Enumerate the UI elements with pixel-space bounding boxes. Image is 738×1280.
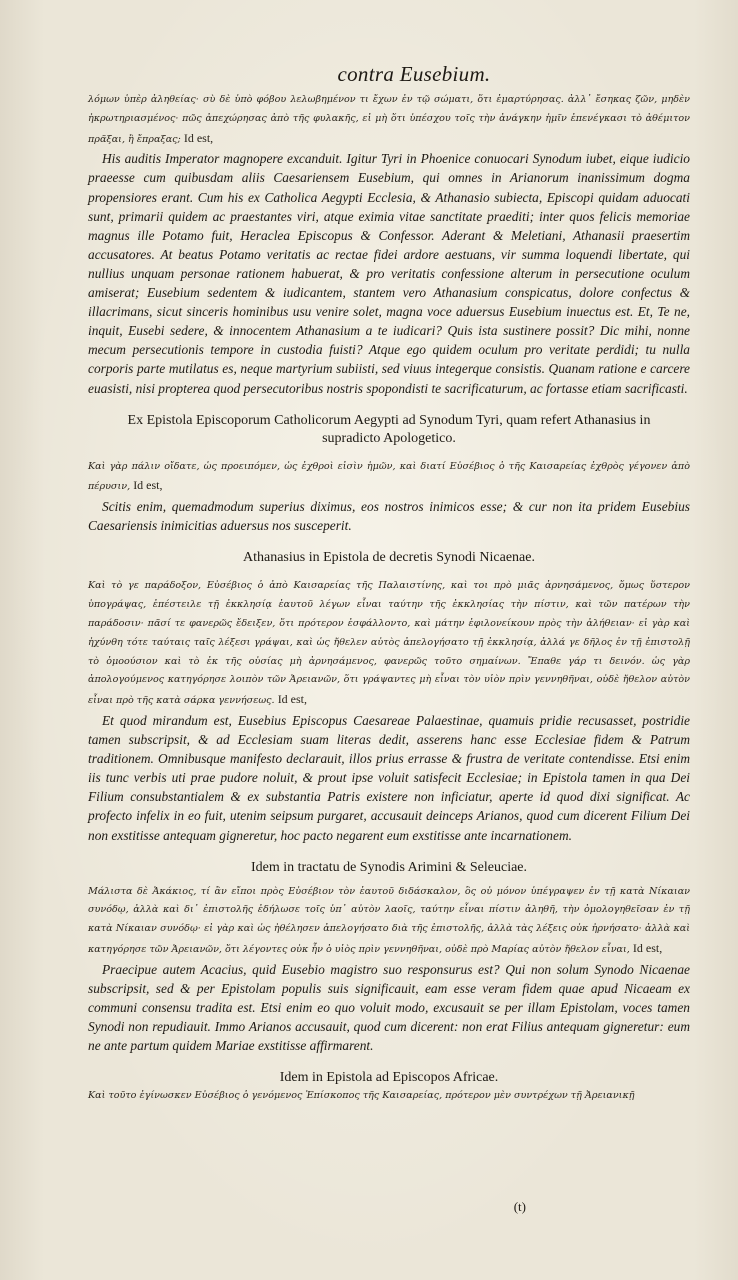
latin-passage-1: His auditis Imperator magnopere excanduit. Igitur Tyri in Phoenice conuocari Synodum iubet, eique iudicio praeesse cum quibusdam aliis Caesariensem Eusebium, qui omnes in Arianorum inanissimum dogma propensiores erant. Cum his ex Catholica Aegypti Ecclesia, & Athanasio subiecta, Episcopi quidam aduocati sunt, primarii quidem ac praestantes viri, atque eximia vitae sanctitate praediti; inter quos felicis memoriae magnus ille Potamo fuit, Heraclea Episcopus & Confessor. Aderant & Meletiani, Athanasii praesertim accusatores. At beatus Potamo veritatis ac rectae fidei ardore aestuans, vir summa loquendi libertate, qui nullius unquam personae rationem habuerat, & pro veritatis confessione alterum in persecutione oculum amiserat; Eusebium sedentem & iudicantem, stantem vero Athanasium conspicatus, dolore confectus & illacrimans, sicut sinceris hominibus usu venire solet, magna voce aduersus Eusebium inuectus est. Et, Te ne, inquit, Eusebi sedere, & innocentem Athanasium a te iudicari? Quis ista sustinere possit? Dic mihi, nonne mecum persecutionis tempore in custodia fuisti? Atque ego quidem oculum pro veritate perdidi; tu nulla corporis parte mutilatus es, neque martyrium subiisti, sed viuus integerque consistis. Quanam ratione e carcere euasisti, nisi propterea quod persecutoribus nostris spopondisti te sacrificaturum, ac fortasse etiam sacrificasti.	[88, 151, 690, 396]
id-est-label: Id est,	[133, 478, 163, 493]
section-heading-synodis-arimini: Idem in tractatu de Synodis Arimini & Seleuciae.	[250, 859, 528, 875]
greek-text: Καὶ γὰρ πάλιν οἴδατε, ὡς προειπόμεν, ὡς ἐχθροὶ εἰσὶν ἡμῶν, καὶ διατί Εὐσέβιος ὁ τῆς Καισαρείας ἐχθρὸς γέγονεν ἀπὸ πέρυσιν,	[88, 460, 690, 493]
running-head: contra Eusebium.	[337, 62, 491, 86]
greek-passage-1	[88, 91, 690, 149]
section-heading-epistola-aegypti: Ex Epistola Episcoporum Catholicorum Aegypti ad Synodum Tyri, quam refert Athanasius in supradicto Apologetico.	[127, 412, 651, 446]
greek-text: Καὶ τὸ γε παράδοξον, Εὐσέβιος ὁ ἀπὸ Καισαρείας τῆς Παλαιστίνης, καὶ τοι πρὸ μιᾶς ἀρνησάμενος, ὅμως ὕστερον ὑπογράψας, ἐπέστειλε τῇ ἐκκλησίᾳ ἑαυτοῦ λέγων εἶναι ταύτην τῆς ἐκκλησίας τὴν πίστιν, καὶ τῶν πατέρων τὴν παράδοσιν· πᾶσί τε φανερῶς ἔδειξεν, ὅτι πρότερον ἐσφάλλοντο, καὶ μάτην ἐφιλονείκουν πρὸς τὴν ἀλήθειαν· εἰ γὰρ καὶ ἠχύνθη τότε ταύταις ταῖς λέξεσι γράψαι, καὶ ὡς ἤθελεν αὐτὸς ἀπελογήσατο τῇ ἐκκλησίᾳ, ἀλλά γε δῆλος ἐν τῇ ἐπιστολῇ τὸ ὁμοούσιον καὶ τὸ ἐκ τῆς οὐσίας μὴ ἀρνησάμενος, φανερῶς τοῦτο σημαίνων. Ἔπαθε γάρ τι δεινόν. ὡς γὰρ ἀπολογούμενος κατηγόρησε λοιπὸν τῶν Ἀρειανῶν, ὅτι γράψαντες μὴ εἶναι τὸν υἱὸν πρὶν γεννηθῆναι, οὐδὲ ἤθελον αὐτὸν εἶναι πρὸ τῆς κατὰ σάρκα γεννήσεως.	[88, 580, 690, 707]
id-est-label: Id est,	[183, 130, 214, 145]
id-est-label: Id est,	[277, 692, 308, 707]
greek-text: λόμων ὑπὲρ ἀληθείας· σὺ δὲ ὑπὸ φόβου λελωβημένον τι ἔχων ἐν τῷ σώματι, ὅτι ἐμαρτύρησας. ἀλλ᾽ ἔσηκας ζῶν, μηδὲν ἠκρωτηριασμένος· πῶς ἀπεχώρησας ἀπὸ τῆς φυλακῆς, εἰ μὴ ὅτι ὑπέσχου τοῖς τὴν ἀνάγκην ἡμῖν ἐπενέγκασι τὸ ἀθέμιτον πρᾶξαι, ἢ ἔπραξας;	[88, 94, 690, 145]
section-heading-epistola-africae: Idem in Epistola ad Episcopos Africae.	[279, 1070, 499, 1086]
latin-passage-4: Praecipue autem Acacius, quid Eusebio magistro suo responsurus est? Qui non solum Synodo Nicaenae subscripsit, sed & per Epistolam populis suis significauit, eam esse veram fidem quae apud Nicaeam ex communi consensu tradita est. Etsi enim eo quo voluit modo, excusauit se per illam Epistolam, voces tamen Synodi non repudiauit. Immo Arianos accusauit, quod cum dicerent: non erat Filius antequam gigneretur: eum ne ante partum quidem Mariae exstitisse affirmarent.	[88, 961, 690, 1054]
latin-passage-3: Et quod mirandum est, Eusebius Episcopus Caesareae Palaestinae, quamuis pridie recusasset, postridie tamen subscripsit, & ad Ecclesiam suam literas dedit, asserens hanc esse Ecclesiae fidem & Patrum traditionem. Omnibusque manifesto declarauit, illos prius errasse & frustra de veritate contendisse. Etsi enim iis tunc verbis uti prae pudore noluit, & prout ipse voluit satisfecit Ecclesiae; in Epistola tamen in qua Dei Filium consubstantialem & ex substantia Patris existere non inficiatur, aperte id quod dixi significat. Ac profecto infelix in eo fuit, utenim seipsum purgaret, accusauit deinceps Arianos, quod cum dicerent Filium Dei non exstitisse antequam gigneretur, hoc pacto negarent eum exstitisse ante incarnationem.	[88, 712, 690, 843]
section-heading-decretis-nicaenae: Athanasius in Epistola de decretis Synodi Nicaenae.	[243, 550, 535, 566]
greek-passage-2	[88, 458, 690, 498]
greek-text: Μάλιστα δὲ Ἀκάκιος, τί ἂν εἴποι πρὸς Εὐσέβιον τὸν ἑαυτοῦ διδάσκαλον, ὃς οὐ μόνον ὑπέγραψεν ἐν τῇ κατὰ Νίκαιαν συνόδῳ, ἀλλὰ καὶ δι᾽ ἐπιστολῆς ἐδήλωσε τοῖς ὑπ᾽ αὐτὸν λαοῖς, ταύτην εἶναι πίστιν ἀληθῆ, τὴν ὁμολογηθεῖσαν ἐν τῇ κατὰ Νίκαιαν συνόδῳ· εἰ γὰρ καὶ ὡς ἠθέλησεν ἀπελογήσατο διὰ τῆς ἐπιστολῆς, ἀλλὰ τὰς λέξεις οὐκ ἠρνήσατο· ἀλλὰ καὶ κατηγόρησε τῶν Ἀρειανῶν, ὅτι λέγοντες οὐκ ἦν ὁ υἱὸς πρὶν γεννηθῆναι, οὐδὲ πρὸ Μαρίας αὐτὸν ἤθελον εἶναι,	[88, 885, 690, 956]
greek-passage-5: Καὶ τοῦτο ἐγίνωσκεν Εὐσέβιος ὁ γενόμενος Ἐπίσκοπος τῆς Καισαρείας, πρότερον μὲν συντρέχων τῇ Ἀρειανικῇ	[88, 1090, 635, 1102]
id-est-label: Id est,	[632, 941, 663, 956]
greek-passage-3	[88, 577, 690, 711]
signature-mark: (t)	[513, 1199, 526, 1214]
greek-passage-4	[88, 883, 690, 960]
latin-passage-2: Scitis enim, quemadmodum superius diximus, eos nostros inimicos esse; & cur non ita pridem Eusebius Caesariensis inimicitias aduersus nos susceperit.	[88, 499, 690, 534]
